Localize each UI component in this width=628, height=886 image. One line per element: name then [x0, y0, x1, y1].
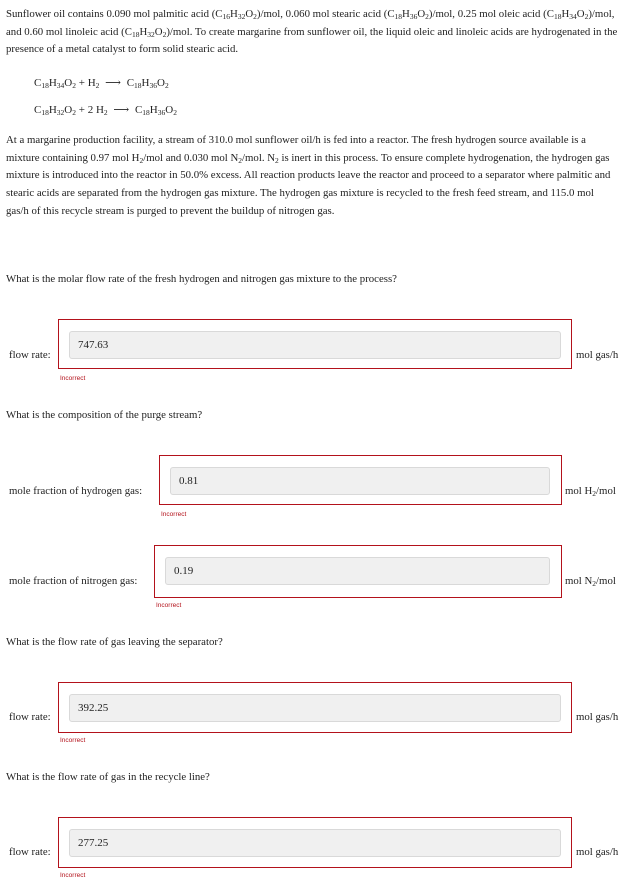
answer-box-fresh-flow	[58, 319, 572, 369]
intro-paragraph: Sunflower oil contains 0.090 mol palmitic acid $(C_{16}H_{32}O_2)$/mol, 0.060 mol stearic acid $(C_{18}H_{36}O_2)$/mol, 0.25 mol oleic acid $(C_{18}H_{34}O_2)$/mol, and 0.60 mol linoleic acid $(C_{18}H_{32}O_2)$/mol. To create margarine from sunflower oil, the liquid oleic and linoleic acids are hydrogenated in the presence of a metal catalyst to form solid stearic acid.	[6, 8, 618, 56]
n2-fraction-label: mole fraction of nitrogen gas:	[9, 575, 138, 587]
h2-fraction-input[interactable]	[170, 467, 550, 495]
question-fresh-feed: What is the molar flow rate of the fresh hydrogen and nitrogen gas mixture to the process?	[6, 273, 397, 285]
equation-linoleic-hydrogenation: $C_{18}H_{32}O_2 + 2$ $H_2$ ⟶ $C_{18}H_{36}O_2$	[34, 104, 177, 117]
status-incorrect: Incorrect	[161, 511, 187, 518]
separator-flow-label: flow rate:	[9, 711, 51, 723]
h2-fraction-label: mole fraction of hydrogen gas:	[9, 485, 143, 497]
process-paragraph: At a margarine production facility, a stream of 310.0 mol sunflower oil/h is fed into a reactor. The fresh hydrogen source available is a mixture containing 0.97 mol $H_2$/mol and 0.030 mol $N_2$/mol. $N_2$ is inert in this process. To ensure complete hydrogenation, the hydrogen gas mixture is introduced into the reactor in 50.0% excess. All reaction products leave the reactor and proceed to a separator where palmitic and stearic acids are separated from the hydrogen gas mixture. The hydrogen gas mixture is recycled to the fresh feed stream, and 115.0 mol gas/h of this recycle stream is purged to prevent the buildup of nitrogen gas.	[6, 134, 611, 217]
answer-box-recycle-flow	[58, 817, 572, 868]
status-incorrect: Incorrect	[60, 872, 86, 879]
recycle-flow-label: flow rate:	[9, 846, 51, 858]
question-separator-flow: What is the flow rate of gas leaving the separator?	[6, 636, 223, 648]
fresh-flow-unit: mol gas/h	[576, 349, 619, 361]
status-incorrect: Incorrect	[60, 737, 86, 744]
question-purge-composition: What is the composition of the purge stream?	[6, 409, 203, 421]
answer-box-separator-flow	[58, 682, 572, 733]
reaction-arrow-icon: ⟶	[113, 104, 130, 116]
answer-box-n2-fraction	[154, 545, 562, 598]
question-recycle-flow: What is the flow rate of gas in the recycle line?	[6, 771, 210, 783]
separator-flow-input[interactable]	[69, 694, 561, 722]
equation-oleic-hydrogenation: $C_{18}H_{34}O_2 + H_2$ ⟶ $C_{18}H_{36}O_2$	[34, 77, 169, 90]
recycle-flow-unit: mol gas/h	[576, 846, 619, 858]
status-incorrect: Incorrect	[60, 375, 86, 382]
h2-fraction-unit: mol $H_2$/mol	[565, 485, 616, 498]
answer-box-h2-fraction	[159, 455, 562, 505]
n2-fraction-unit: mol $N_2$/mol	[565, 575, 616, 588]
fresh-flow-input[interactable]	[69, 331, 561, 359]
fresh-flow-label: flow rate:	[9, 349, 51, 361]
n2-fraction-input[interactable]	[165, 557, 550, 585]
recycle-flow-input[interactable]	[69, 829, 561, 857]
separator-flow-unit: mol gas/h	[576, 711, 619, 723]
reaction-arrow-icon: ⟶	[105, 77, 121, 89]
status-incorrect: Incorrect	[156, 602, 182, 609]
